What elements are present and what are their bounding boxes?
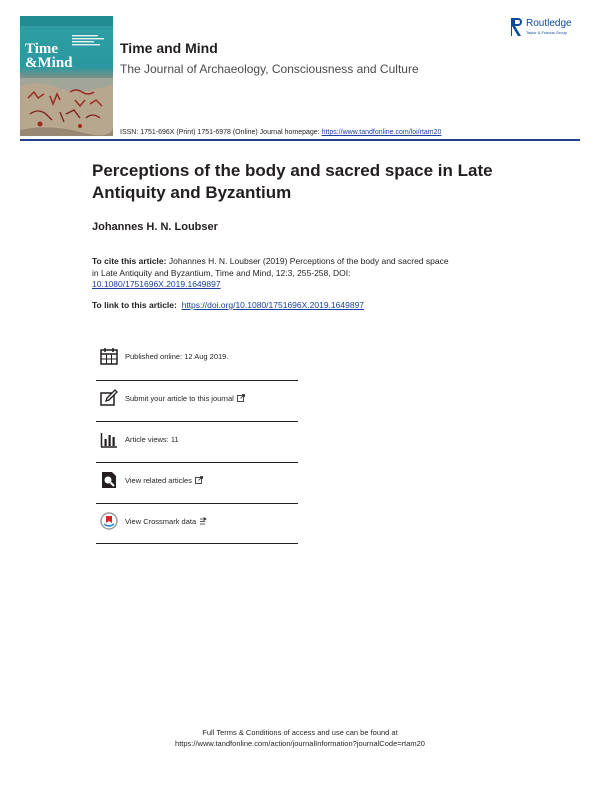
calendar-icon [100,347,118,365]
publisher-name: Routledge [526,18,572,29]
link-label: To link to this article: [92,300,177,310]
journal-cover-image [20,16,113,136]
footer-line1: Full Terms & Conditions of access and use can be found at [202,728,398,737]
journal-homepage-link[interactable]: https://www.tandfonline.com/loi/rtam20 [321,129,442,136]
article-author: Johannes H. N. Loubser [92,221,218,233]
cover-title [25,42,73,70]
rock-art-image [20,78,113,136]
external-link-icon [237,394,245,402]
terms-footer [100,727,500,749]
cover-small-print [72,34,106,48]
publisher-logo [511,17,586,39]
submit-article-item[interactable] [96,379,298,419]
article-url-link[interactable]: https://doi.org/10.1080/1751696X.2019.1649897 [181,300,365,310]
related-articles-item[interactable] [96,461,298,501]
related-articles-text: View related articles [125,476,192,485]
published-online-item [96,337,298,377]
issn-line [120,129,441,136]
routledge-r-icon [511,17,523,37]
citation-text: Johannes H. N. Loubser (2019) Perceptions of the body and sacred space in Late Antiquity and Byzantium, Time and Mind, 12:3, 255-258, DOI: [92,256,449,278]
crossmark-label [125,517,207,526]
citation-block [92,256,452,291]
issn-text: ISSN: 1751-696X (Print) 1751-6978 (Online) Journal homepage: [120,129,322,136]
article-views-item [96,420,298,460]
external-link-icon [195,476,203,484]
publisher-tagline: Taylor & Francis Group [526,30,567,35]
edit-icon [100,389,118,407]
footer-url[interactable]: https://www.tandfonline.com/action/journalInformation?journalCode=rtam20 [175,739,425,748]
header-rule [20,139,580,141]
journal-subtitle: The Journal of Archaeology, Consciousness and Culture [120,62,419,76]
crossmark-text: View Crossmark data [125,517,197,526]
article-link-line [92,300,364,310]
related-search-icon [100,471,118,489]
citation-label: To cite this article: [92,256,167,266]
cover-title-line1: Time [25,41,59,57]
doi-link[interactable]: 10.1080/1751696X.2019.1649897 [92,279,221,289]
journal-title: Time and Mind [120,40,218,56]
submit-article-label [125,394,245,403]
cover-title-line2: &Mind [25,55,73,71]
article-title: Perceptions of the body and sacred space in Late Antiquity and Byzantium [92,161,493,202]
cover-top-strip [20,16,113,26]
submit-article-text: Submit your article to this journal [125,394,234,403]
bar-chart-icon [100,430,118,448]
related-articles-label [125,476,203,485]
crossmark-icon [100,512,118,530]
info-divider [96,543,298,544]
published-online-label: Published online: 12 Aug 2019. [125,352,229,361]
article-views-label: Article views: 11 [125,435,179,444]
crossmark-arrow-icon [199,517,207,525]
crossmark-item[interactable] [96,502,298,542]
